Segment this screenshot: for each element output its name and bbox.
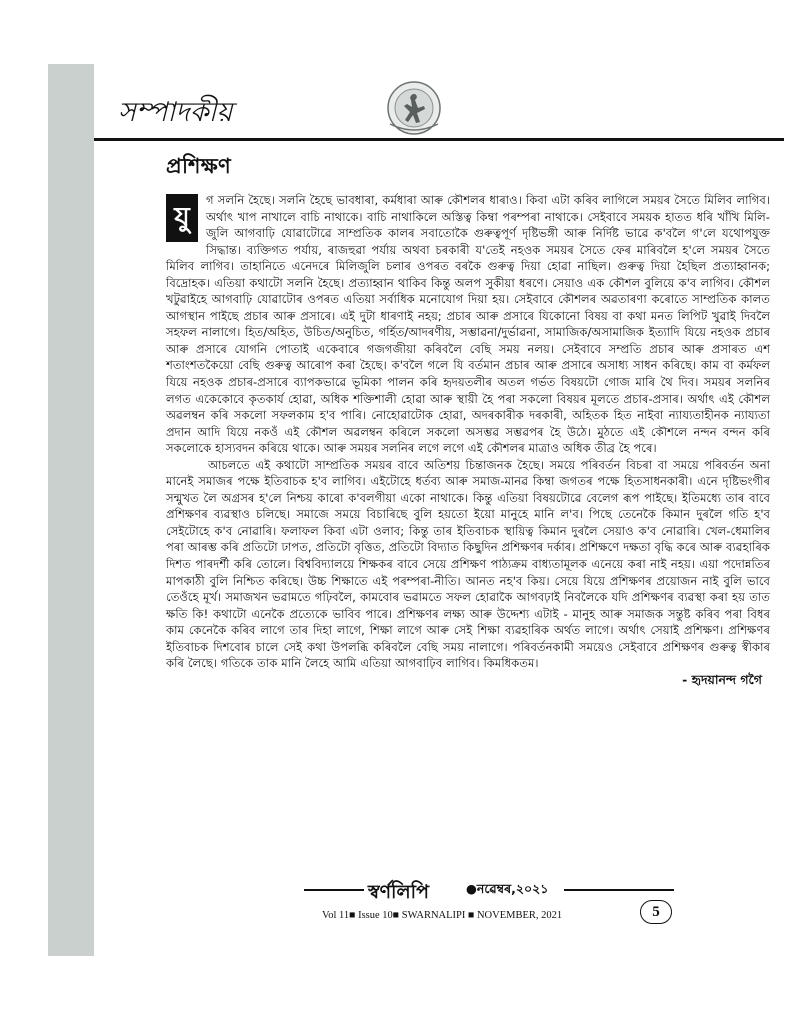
page: [94, 64, 791, 956]
paragraph-1-text: গ সলনি হৈছে। সলনি হৈছে ভাবধাৰা, কৰ্মধাৰা আৰু কৌশলৰ ধাৰাও। কিবা এটা কৰিব লাগিলে সময়ৰ সৈতে মিলিব লাগিব। অৰ্থাৎ খাপ নাখালে বাচি নাথাকে। বাচি নাথাকিলে অস্তিত্ব কিম্বা পৰম্পৰা নাথাকে। সেইবাবে সময়ক হাতত ধৰি খাঁখি মিলি-জুলি আগবাঢ়ি যোৱাটোৱে সাম্প্ৰতিক কালৰ সবাতোকৈ গুৰুত্বপূৰ্ণ দৃষ্টিভঙ্গী আৰু নিৰ্দিষ্ট ভাৱে ক'বলৈ গ'লে যথোপযুক্ত সিদ্ধান্ত। ব্যক্তিগত পৰ্যায়, ৰাজহুৱা পৰ্যায় অথবা চৰকাৰী য'তেই নহওক সময়ৰ সৈতে ফেৰ মাৰিবলৈ হ'লে সময়ৰ সৈতে মিলিব লাগিব। তাহানিতে এনেদৰে মিলিজুলি চলাৰ ওপৰত বৰকৈ গুৰুত্ব দিয়া হোৱা নাছিল। গুৰুত্ব দিয়া হৈছিল প্ৰত্যাহ্বানক; বিদ্ৰোহক। এতিয়া কথাটো সলনি হৈছে। প্ৰত্যাহ্বান থাকিব কিন্তু অলপ সুকীয়া ধৰণে। সেয়াও এক কৌশল বুলিয়ে ক'ব লাগিব। কৌশল খটুৱাইহে আগবাঢ়ি যোৱাটোৰ ওপৰত এতিয়া সৰ্বাধিক মনোযোগ দিয়া হয়। সেইবাবে কৌশলৰ অৱতাৰণা কৰোতে সাম্প্ৰতিক কালত আগস্থান পাইছে প্ৰচাৰ আৰু প্ৰসাৰে। এই দুটা ধাৰণাই নহয়; প্ৰচাৰ আৰু প্ৰসাৰে যিকোনো বিষয় বা কথা মনত লিপিট খুৱাই দিবলৈ সহফল নালাগে। হিত/অহিত, উচিত/অনুচিত, গৰ্হিত/আদৰণীয়, সম্ভাৱনা/দুৰ্ভাৱনা, সামাজিক/অসামাজিক ইত্যাদি যিয়ে নহওক প্ৰচাৰ আৰু প্ৰসাৰে যোগনি পোতাই একেবাৰে গজগজীয়া কৰিবলৈ বেছি সময় নলয়। সেইবাবে সম্প্ৰতি প্ৰচাৰ আৰু প্ৰসাৰত এশ শতাংশতকৈয়ো বেছি গুৰুত্ব আৰোপ কৰা হৈছে। ক'বলৈ গলে যি বৰ্তমান প্ৰচাৰ আৰু প্ৰসাৰে অসাধ্য সাধন কৰিছে। কাম বা কৰ্মফল যিয়ে নহওক প্ৰচাৰ-প্ৰসাৰে ব্যাপকভাৱে ভূমিকা পালন কৰি হৃদয়তলীৰ অতল গৰ্ভত বিষয়টো গোজ মাৰি থৈ দিব। সময়ৰ সলনিৰ লগত একেকোবে কৃতকাৰ্য হোৱা, অধিক শক্তিশালী হোৱা আৰু স্থায়ী হৈ পৰা সকলো বিষয়ৰ মূলতে প্ৰচাৰ-প্ৰসাৰ। অৰ্থাৎ এই কৌশল অৱলম্বন কৰি সকলো সফলকাম হ'ব পাৰি। নোহোৱাটোক হোৱা, অদৰকাৰীক দৰকাৰী, অহিতক হিত নাইবা ন্যায্যতাহীনক ন্যায্যতা প্ৰদান আদি যিয়ে নকওঁ এই কৌশল অৱলম্বন কৰিলে সকলো অসম্ভৱ সম্ভৱপৰ হৈ উঠে। মুঠতে এই কৌশলে নন্দন বন্দন কৰি সকলোকে হাস্যবদন কৰিয়ে থাকে। আৰু সময়ৰ সলনিৰ লগে লগে এই কৌশলৰ মাত্ৰাও অধিক তীব্ৰ হৈ পৰে।: [166, 193, 770, 456]
author-signature: - হৃদয়ানন্দ গগৈ: [682, 671, 762, 687]
volume-issue-info: Vol 11■ Issue 10■ SWARNALIPI ■ NOVEMBER, 2021: [322, 910, 563, 921]
paragraph-2: আচলতে এই কথাটো সাম্প্ৰতিক সময়ৰ বাবে অতিশয় চিন্তাজনক হৈছে। সময়ে পৰিবৰ্তন বিচৰা বা সময়ে পৰিবৰ্তন অনা মানেই সমাজৰ পক্ষে ইতিবাচক হ'ব লাগিব। এইটোহে ধৰ্তব্য আৰু সমাজ-মানৱ কিম্বা জগতৰ পক্ষে হিতসাধনকাৰী। এনে দৃষ্টিভংগীৰ সন্মুখত লৈ অগ্ৰসৰ হ'লে নিশ্চয় কাৰো ক'বলগীয়া একো নাথাকে। কিন্তু এতিয়া বিষয়টোৱে বেলেগ ৰূপ পাইছে। ইতিমধ্যে তাৰ বাবে প্ৰশিক্ষণৰ ব্যৱস্থাও চলিছে। সমাজে সময়ে বিচাৰিছে বুলি হয়তো ইয়ো মানুহে মানি ল'ব। পিছে তেনেকৈ কিমান দুৰলৈ গতি হ'ব সেইটোহে ক'ব নোৱাৰি। ফলাফল কিবা এটা ওলাব; কিন্তু তাৰ ইতিবাচক স্থায়িত্ব কিমান দুৰলৈ সেয়াও ক'ব নোৱাৰি। খেল-ধেমালিৰ পৰা আৰম্ভ কৰি প্ৰতিটো ঢাপত, প্ৰতিটো বৃত্তিত, প্ৰতিটো বিদ্যাত কিছুদিন প্ৰশিক্ষণৰ দৰ্কাৰ। প্ৰশিক্ষণে দক্ষতা বৃদ্ধি কৰে আৰু ব্যৱহাৰিক দিশত পাৰদৰ্শী কৰি তোলে। বিশ্ববিদ্যালয়ে শিক্ষকৰ বাবে সেয়ে প্ৰশিক্ষণ পাঠ্যক্ৰম বাধ্যতামূলক এনেয়ে কৰা নাই নহয়। এয়া পদোন্নতিৰ মাপকাঠী বুলি নিশ্চিত কৰিছে। উচ্চ শিক্ষাতে এই পৰম্পৰা-নীতি। আনত নহ'ব কিয়। সেয়ে যিয়ে প্ৰশিক্ষণৰ প্ৰয়োজন নাই বুলি ভাবে তেওঁহে মূৰ্খ। সমাজখন ভৱামতে গঢ়িবলৈ, কামবোৰ ভৱামতে সফল হোৱাকৈ আগবঢ়াই নিবলৈকে যদি প্ৰশিক্ষণৰ ব্যৱস্থা কৰা হয় তাত ক্ষতি কি! কথাটো এনেকৈ প্ৰত্যেকে ভাবিব পাৰে। প্ৰশিক্ষণৰ লক্ষ্য আৰু উদ্দেশ্য এটাই - মানুহ আৰু সমাজক সন্তুষ্ট কৰিব পৰা বিধৰ কাম কেনেকৈ কৰিব লাগে তাৰ দিহা লাগে, শিক্ষা লাগে আৰু সেই শিক্ষা ব্যৱহাৰিক অৰ্থত লাগে। অৰ্থাৎ সেয়াই প্ৰশিক্ষণ। প্ৰশিক্ষণৰ ইতিবাচক দিশবোৰ চালে সেই কথা উপলব্ধি কৰিবলৈ বেছি সময় নালাগে। পৰিবৰ্তনকামী সময়েও সেইবাবে প্ৰশিক্ষণৰ গুৰুত্ব স্বীকাৰ কৰি লৈছে। গতিকে তাক মানি লৈহে আমি এতিয়া আগবাঢ়িব লাগিব। কিমধিকতম।: [166, 457, 770, 671]
magazine-logo: স্বৰ্ণলিপি: [368, 881, 429, 903]
footer-rule-right: [564, 889, 674, 891]
side-color-bar: [48, 64, 94, 956]
page-number: 5: [640, 900, 672, 924]
dancer-emblem-icon: [384, 80, 444, 138]
article-title: প্ৰশিক্ষণ: [166, 154, 232, 178]
section-title: সম্পাদকীয়: [118, 97, 233, 128]
issue-date: ●নৱেম্বৰ,২০২১: [466, 881, 549, 896]
paragraph-1: [166, 192, 770, 457]
footer-rule-left: [304, 889, 364, 891]
article-body: [166, 192, 770, 692]
drop-cap: যু: [166, 194, 198, 242]
header-rule: [94, 138, 784, 141]
page-footer: [94, 876, 791, 946]
